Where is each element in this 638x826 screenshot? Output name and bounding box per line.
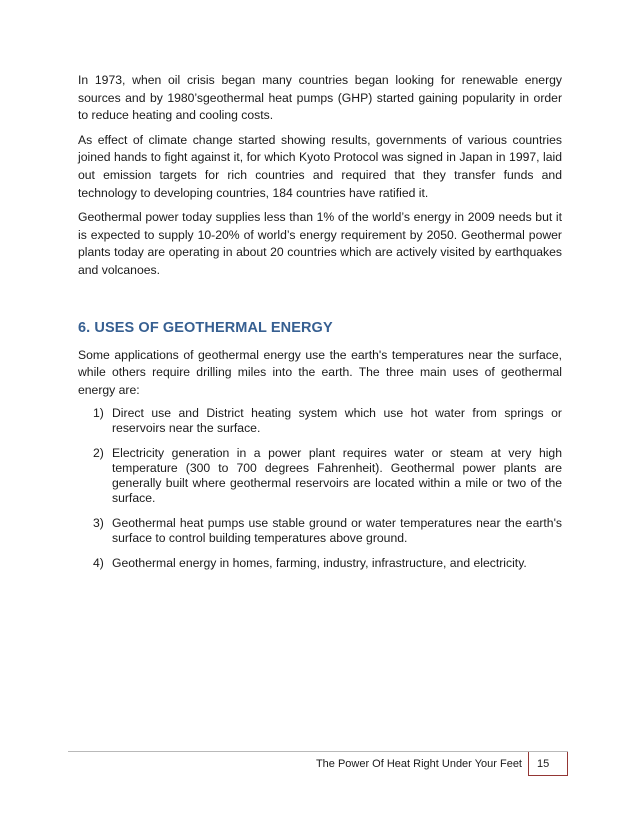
page-content xyxy=(78,72,562,581)
list-item xyxy=(78,516,562,546)
list-item xyxy=(78,406,562,436)
footer-title: The Power Of Heat Right Under Your Feet xyxy=(315,758,522,770)
list-item-number: 3) xyxy=(93,516,104,531)
section-heading: 6. USES OF GEOTHERMAL ENERGY xyxy=(78,319,333,336)
list-item-number: 4) xyxy=(93,556,104,571)
list-item-text: Geothermal heat pumps use stable ground or water temperatures near the earth's surface to control building temperatures above ground. xyxy=(112,516,562,546)
list-item-number: 1) xyxy=(93,406,104,421)
page-footer xyxy=(316,752,568,776)
page-number: 15 xyxy=(528,752,568,776)
list-item xyxy=(78,556,562,571)
uses-list xyxy=(78,406,562,571)
paragraph-geothermal-power-today: Geothermal power today supplies less than 1% of the world’s energy in 2009 needs but it is expected to supply 10-20% of world’s energy requirement by 2050. Geothermal power plants today are operating in about 20 countries which are actively visited by earthquakes and volcanoes. xyxy=(78,210,562,277)
paragraph-oil-crisis: In 1973, when oil crisis began many countries began looking for renewable energy sources and by 1980’sgeothermal heat pumps (GHP) started gaining popularity in order to reduce heating and cooling costs. xyxy=(78,73,562,123)
paragraph-kyoto-protocol: As effect of climate change started showing results, governments of various countries joined hands to fight against it, for which Kyoto Protocol was signed in Japan in 1997, laid out emission targets for rich countries and required that they transfer funds and technology to developing countries, 184 countries have ratified it. xyxy=(78,132,562,200)
section-intro: Some applications of geothermal energy use the earth's temperatures near the surface, while others require drilling miles into the earth. The three main uses of geothermal energy are: xyxy=(78,347,562,397)
list-item-number: 2) xyxy=(93,446,104,461)
list-item-text: Direct use and District heating system which use hot water from springs or reservoirs near the surface. xyxy=(112,406,562,436)
list-item-text: Electricity generation in a power plant requires water or steam at very high temperature (300 to 700 degrees Fahrenheit). Geothermal power plants are generally built where geothermal reservoirs are located within a mile or two of the surface. xyxy=(112,446,562,506)
list-item xyxy=(78,446,562,506)
list-item-text: Geothermal energy in homes, farming, industry, infrastructure, and electricity. xyxy=(112,556,527,571)
